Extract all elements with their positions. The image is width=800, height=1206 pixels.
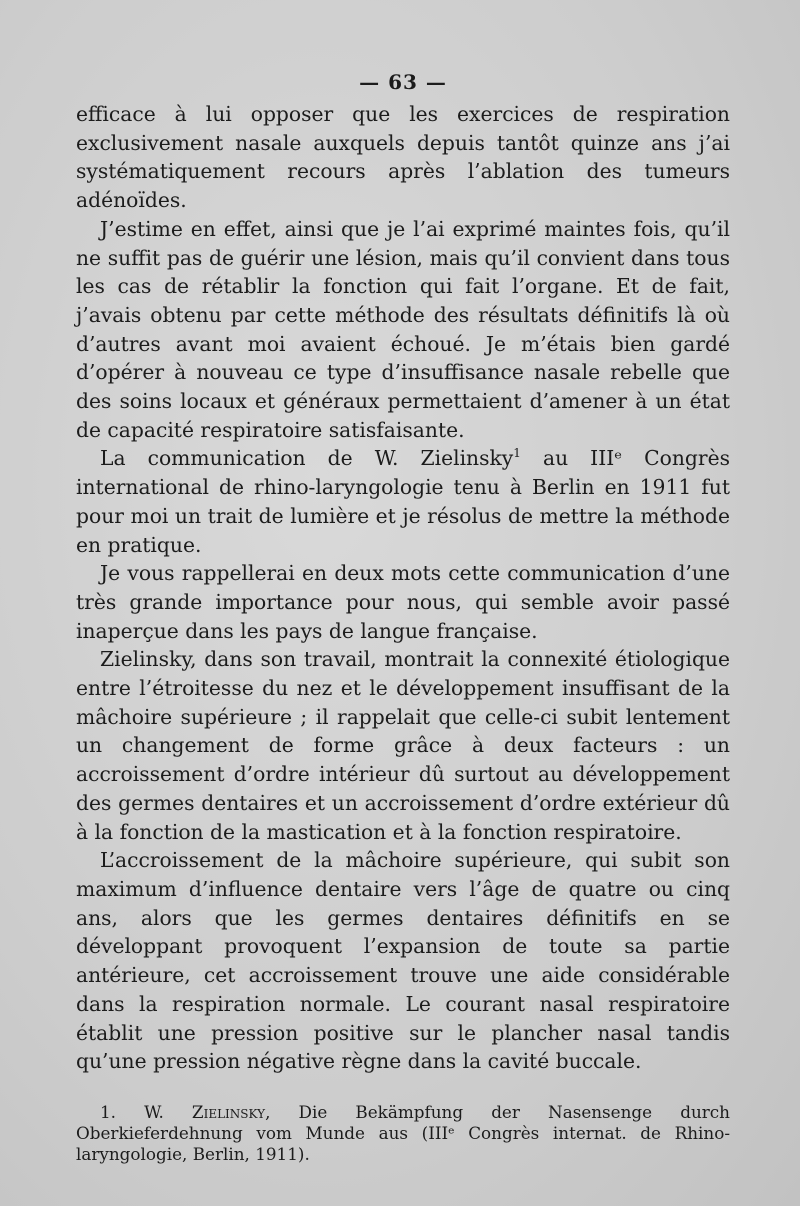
- paragraph-3: [76, 444, 730, 559]
- page-number: — 63 —: [359, 70, 447, 94]
- footnotes: [76, 1102, 730, 1165]
- footnote-1: [76, 1102, 730, 1165]
- footnote-number: 1.: [100, 1101, 117, 1122]
- paragraph-4: Je vous rappellerai en deux mots cette communication d’une très grande importance pour nous, qui semble avoir passé inaperçue dans les pays de langue française.: [76, 561, 730, 643]
- paragraph-2: J’estime en effet, ainsi que je l’ai exprimé maintes fois, qu’il ne suffit pas de guérir une lésion, mais qu’il convient dans tous les cas de rétablir la fonction qui fait l’organe. Et de fait, j’avais obtenu par cette méthode des résultats définitifs là où d’autres avant moi avaient échoué. Je m’étais bien gardé d’opérer à nouveau ce type d’insuffisance nasale rebelle que des soins locaux et généraux permettaient d’amener à un état de capacité respiratoire satisfaisante.: [76, 216, 730, 442]
- body-text: [76, 100, 730, 1076]
- paragraph-3-text-before: La communication de W. Zielinsky: [100, 446, 514, 471]
- footnote-author: W. Zielinsky,: [144, 1101, 271, 1122]
- footnote-text: Die Bekämpfung der Nasensenge durch Oberkieferdehnung vom Munde aus (IIIᵉ Congrès internat. de Rhino-laryngologie, Berlin, 1911).: [76, 1101, 730, 1164]
- paragraph-1: efficace à lui opposer que les exercices de respiration exclusivement nasale auxquels depuis tantôt quinze ans j’ai systématiquement recours après l’ablation des tumeurs adénoïdes.: [76, 102, 730, 213]
- paragraph-6: L’accroissement de la mâchoire supérieure, qui subit son maximum d’influence dentaire vers l’âge de quatre ou cinq ans, alors que les germes dentaires définitifs en se développant provoquent l’expansion de toute sa partie antérieure, cet accroissement trouve une aide considérable dans la respiration normale. Le courant nasal respiratoire établit une pression positive sur le plancher nasal tandis qu’une pression négative règne dans la cavité buccale.: [76, 848, 730, 1074]
- paragraph-3-text-after: au IIIᵉ Congrès international de rhino-laryngologie tenu à Berlin en 1911 fut pour moi un trait de lumière et je résolus de mettre la méthode en pratique.: [76, 446, 730, 557]
- footnote-reference: 1: [513, 446, 521, 461]
- paragraph-5: Zielinsky, dans son travail, montrait la connexité étiologique entre l’étroitesse du nez et le développement insuffisant de la mâchoire supérieure ; il rappelait que celle-ci subit lentement un changement de forme grâce à deux facteurs : un accroissement d’ordre intérieur dû surtout au développement des germes dentaires et un accroissement d’ordre extérieur dû à la fonction de la mastication et à la fonction respiratoire.: [76, 647, 730, 844]
